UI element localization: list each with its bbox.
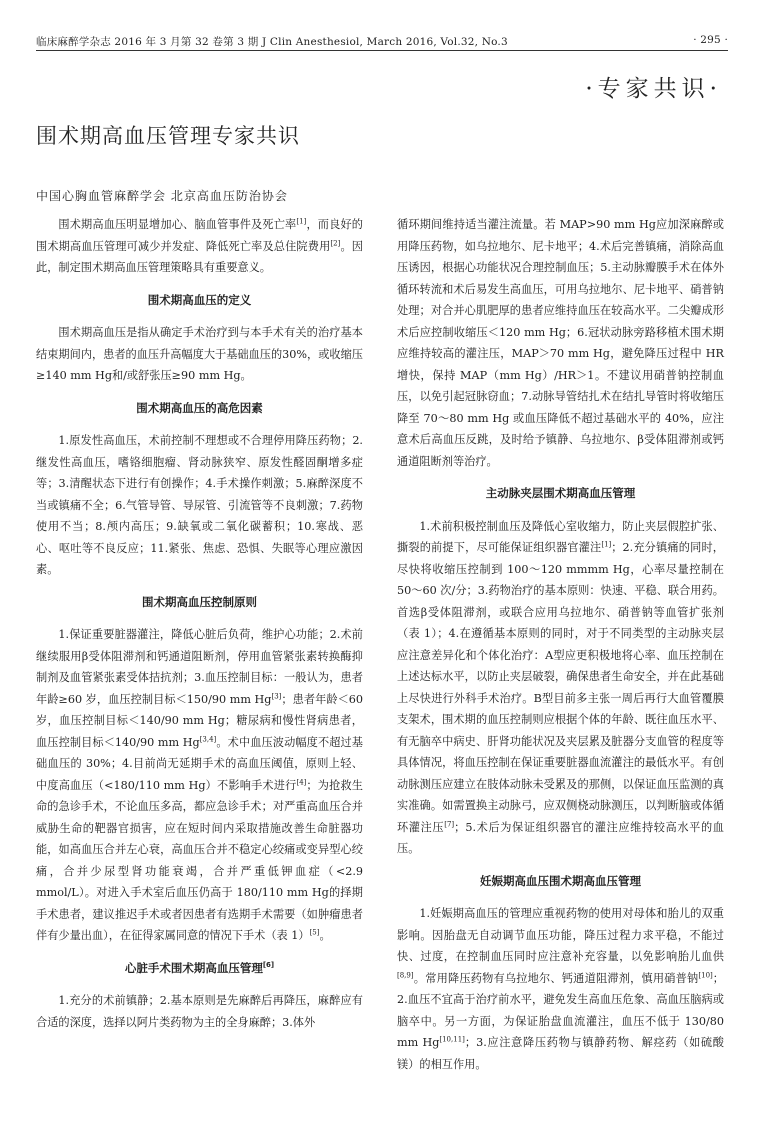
left-column <box>36 214 363 1033</box>
definition-paragraph: 围术期高血压是指从确定手术治疗到与本手术有关的治疗基本结束期间内，患者的血压升高幅度大于基础血压的30%，或收缩压≥140 mm Hg和/或舒张压≥90 mm Hg。 <box>36 326 363 382</box>
heading-risk-factors: 围术期高血压的高危因素 <box>136 400 263 415</box>
heading-text: 心脏手术围术期高血压管理 <box>124 960 263 975</box>
citation-ref: [3,4] <box>199 734 217 743</box>
pregnancy-paragraph <box>397 903 724 1075</box>
principle-text: ；为抢救生命的急诊手术，不论血压多高，都应急诊手术；对严重高血压合并威胁生命的靶器官损害，应在短时间内采取措施改善生命脏器功能，如高血压合并左心衰，高血压合并不稳定心绞痛或变异型心绞痛，合并少尿型肾功能衰竭，合并严重低钾血症（<2.9 mmol/L）。对进入手术室后血压仍高于 180/110 mm Hg的择期手术患者，建议推迟手术或者因患者有选期手术需要（如肿瘤患者伴有少量出血），在征得家属同意的情况下手术（表 1） <box>36 778 363 942</box>
aortic-text: ；2.充分镇痛的同时，尽快将收缩压控制到 100～120 mmmm Hg，心率尽量控制在 50～60 次/分；3.药物治疗的基本原则：快速、平稳、联合用药。首选β受体阻滞剂，或联合应用乌拉地尔、硝普钠等血管扩张剂（表 1）；4.在遵循基本原则的同时，对于不同类型的主动脉夹层应注意差异化和个体化治疗：A型应更积极地将心率、血压控制在上述达标水平，以防止夹层破裂，确保患者生命安全，并在此基础上尽快进行外科手术治疗。B型目前多主张一周后再行大血管覆膜支架术，围术期的血压控制则应根据个体的年龄、既往血压水平、有无脑卒中病史、肝肾功能状况及夹层累及脏器分支血管的程度等具体情况，将血压控制在保证重要脏器血流灌注的最低水平。有创动脉测压应建立在肢体动脉未受累及的那侧，以保证血压监测的真实准确。如需置换主动脉弓，应双侧桡动脉测压，以判断脑或体循环灌注压 <box>397 541 724 834</box>
aortic-paragraph <box>397 516 724 860</box>
running-head <box>36 30 728 50</box>
intro-text: 围术期高血压明显增加心、脑血管事件及死亡率 <box>58 218 297 231</box>
pregnancy-text: ；2.血压不宜高于治疗前水平，避免发生高血压危象、高血压脑病或脑卒中。另一方面，为保证胎盘血流灌注，血压不低于 130/80 mm Hg <box>397 971 724 1049</box>
section-label: ·专家共识· <box>585 76 722 102</box>
citation-ref: [2] <box>330 238 341 247</box>
citation-ref: [7] <box>444 819 455 828</box>
citation-ref: [6] <box>262 960 275 969</box>
citation-ref: [4] <box>296 777 307 786</box>
heading-pregnancy: 妊娠期高血压围术期高血压管理 <box>480 873 641 888</box>
citation-ref: [5] <box>309 928 320 937</box>
citation-ref: [1] <box>601 540 612 549</box>
cardiac-continued-paragraph: 循环期间维持适当灌注流量。若 MAP>90 mm Hg应加深麻醉或用降压药物，如乌拉地尔、尼卡地平；4.术后完善镇痛，消除高血压诱因，根据心功能状况合理控制血压；5.主动脉瓣膜手术在体外循环转流和术后易发生高血压，可用乌拉地尔、尼卡地平、硝普钠处理；对合并心肌肥厚的患者应维持血压在较高水平。二尖瓣成形术后应控制收缩压＜120 mm Hg；6.冠状动脉旁路移植术围术期应维持较高的灌注压，MAP＞70 mm Hg，避免降压过程中 HR 增快，保持 MAP（mm Hg）/HR＞1。不建议用硝普钠控制血压，以免引起冠脉窃血；7.动脉导管结扎术在结扎导管时将收缩压降至 70～80 mm Hg 或血压降低不超过基础水平的 40%，应注意术后高血压反跳，及时给予镇静、乌拉地尔、β受体阻滞剂或钙通道阻断剂等治疗。 <box>397 218 724 468</box>
heading-control-principles: 围术期高血压控制原则 <box>142 594 257 609</box>
principle-text: 。 <box>319 929 331 942</box>
heading-cardiac-surgery <box>36 958 363 980</box>
intro-text: ，而良好的围术期高血压管理可减少并发症、降低死亡率及总住院费用 <box>36 218 363 253</box>
citation-ref: [8,9] <box>397 970 414 979</box>
intro-text: 。因此，制定围术期高血压管理策略具有重要意义。 <box>36 239 363 274</box>
citation-ref: [3] <box>271 691 282 700</box>
citation-ref: [10,11] <box>439 1035 465 1044</box>
heading-definition: 围术期高血压的定义 <box>147 292 252 307</box>
cardiac-paragraph: 1.充分的术前镇静；2.基本原则是先麻醉后再降压，麻醉应有合适的深度，选择以阿片类药物为主的全身麻醉；3.体外 <box>36 994 363 1029</box>
journal-citation: 临床麻醉学杂志 2016 年 3 月第 32 卷第 3 期 J Clin Anesthesiol, March 2016, Vol.32, No.3 <box>36 36 508 48</box>
pregnancy-text: ；3.应注意降压药物与镇静药物、解痉药（如硫酸镁）的相互作用。 <box>397 1036 724 1071</box>
principle-text: ；患者年龄＜60 岁，血压控制目标＜140/90 mm Hg；糖尿病和慢性肾病患者，血压控制目标＜140/90 mm Hg <box>36 692 363 749</box>
citation-ref: [10] <box>698 970 713 979</box>
article-title: 围术期高血压管理专家共识 <box>36 124 300 148</box>
pregnancy-text: 1.妊娠期高血压的管理应重视药物的使用对母体和胎儿的双重影响。因胎盘无自动调节血压功能，降压过程力求平稳，不能过快、过度，在控制血压同时应注意补充容量，以免影响胎儿血供 <box>397 907 724 963</box>
risk-paragraph: 1.原发性高血压，术前控制不理想或不合理停用降压药物；2.继发性高血压，嗜铬细胞瘤、肾动脉狭窄、原发性醛固酮增多症等；3.清醒状态下进行有创操作；4.手术操作刺激；5.麻醉深度不当或镇痛不全；6.气管导管、导尿管、引流管等不良刺激；7.药物使用不当；8.颅内高压；9.缺氧或二氧化碳蓄积；10.寒战、恶心、呕吐等不良反应；11.紧张、焦虑、恐惧、失眠等心理应激因素。 <box>36 434 363 576</box>
pregnancy-text: 。常用降压药物有乌拉地尔、钙通道阻滞剂，慎用硝普钠 <box>413 971 699 985</box>
principle-text: 1.保证重要脏器灌注，降低心脏后负荷，维护心功能；2.术前继续服用β受体阻滞剂和钙通道阻断剂，停用血管紧张素转换酶抑制剂及血管紧张素受体拮抗剂；3.血压控制目标：一般认为，患者年龄≥60 岁，血压控制目标＜150/90 mm Hg <box>36 628 363 706</box>
intro-paragraph <box>36 214 363 279</box>
citation-ref: [1] <box>296 217 307 226</box>
page-number: · 295 · <box>693 34 728 46</box>
header-rule <box>36 50 728 51</box>
principle-text: 。术中血压波动幅度不超过基础血压的 30%；4.目前尚无延期手术的高血压阈值，原则上轻、中度高血压（<180/110 mm Hg）不影响手术进行 <box>36 735 363 792</box>
principle-paragraph <box>36 624 363 947</box>
authors: 中国心胸血管麻醉学会 北京高血压防治协会 <box>36 189 288 203</box>
aortic-text: 1.术前积极控制血压及降低心室收缩力，防止夹层假腔扩张、撕裂的前提下，尽可能保证组织器官灌注 <box>397 519 724 554</box>
right-column <box>397 214 724 1075</box>
aortic-text: ；5.术后为保证组织器官的灌注应维持较高水平的血压。 <box>397 820 724 855</box>
heading-aortic-dissection: 主动脉夹层围术期高血压管理 <box>485 486 636 500</box>
